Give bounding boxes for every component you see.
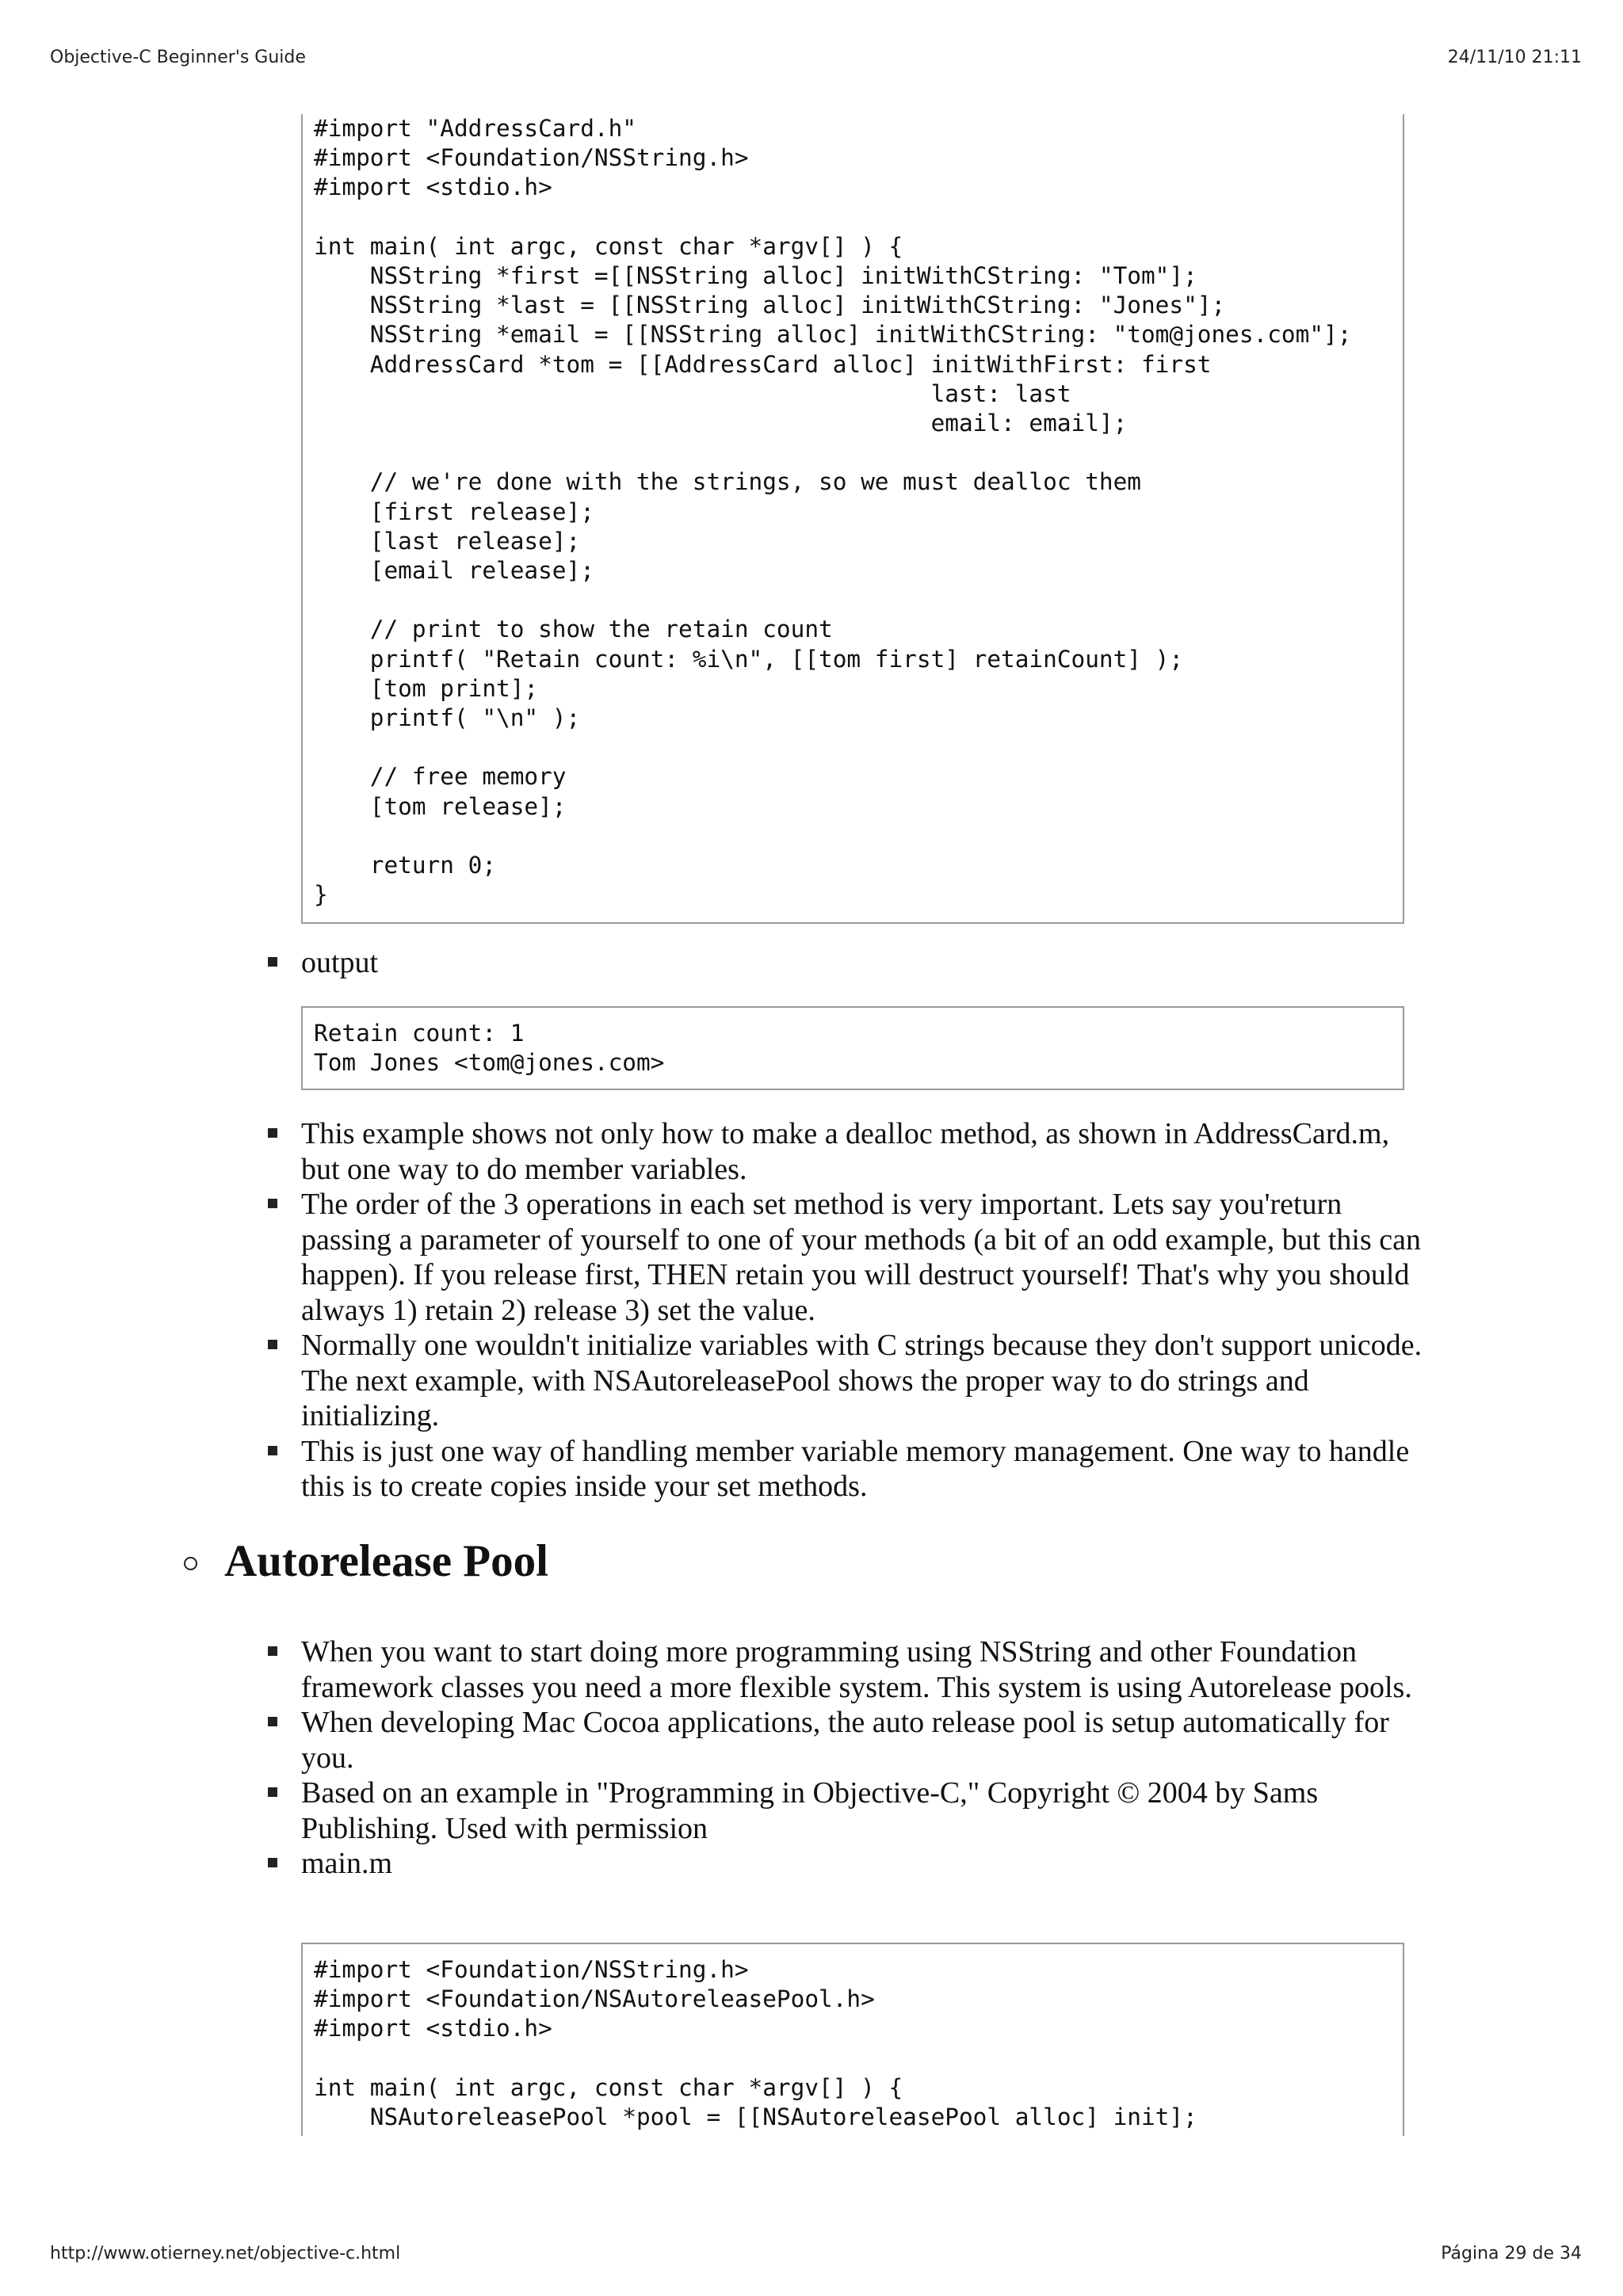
document-title: Objective-C Beginner's Guide xyxy=(50,48,306,67)
page-number: Página 29 de 34 xyxy=(1441,2244,1582,2264)
list-item-text: When developing Mac Cocoa applications, the auto release pool is setup automatically for you. xyxy=(301,1706,1389,1775)
output-list xyxy=(268,945,1425,981)
page-url: http://www.otierney.net/objective-c.html xyxy=(50,2244,401,2264)
print-datetime: 24/11/10 21:11 xyxy=(1447,48,1582,67)
square-bullet-icon xyxy=(268,1446,277,1455)
list-item-text: This example shows not only how to make a dealloc method, as shown in AddressCard.m, but one way to do member variables. xyxy=(301,1117,1390,1186)
print-footer xyxy=(50,2244,1582,2264)
square-bullet-icon xyxy=(268,957,277,967)
code-block-autorelease xyxy=(301,1943,1404,2136)
list-item-text: output xyxy=(301,946,379,979)
square-bullet-icon xyxy=(268,1646,277,1656)
code-text: #import <Foundation/NSString.h> #import <Foundation/NSAutoreleasePool.h> #import <stdio.h> int main( int argc, const char *argv[] ) { NSAutoreleasePool *pool = [[NSAutoreleasePool alloc] init]; xyxy=(314,1956,1197,2131)
list-item-text: When you want to start doing more programming using NSString and other Foundation framework classes you need a more flexible system. This system is using Autorelease pools. xyxy=(301,1635,1412,1704)
list-item-text: main.m xyxy=(301,1847,393,1880)
square-bullet-icon xyxy=(268,1199,277,1208)
list-item xyxy=(268,1775,1425,1846)
square-bullet-icon xyxy=(268,1128,277,1138)
list-item xyxy=(268,1434,1425,1505)
list-item-text: The order of the 3 operations in each set method is very important. Lets say you'return passing a parameter of yourself to one of your methods (a bit of an odd example, but this can happen). If you release first, THEN retain you will destruct yourself! That's why you should always 1) retain 2) release 3) set the value. xyxy=(301,1188,1421,1327)
code-block-output xyxy=(301,1006,1404,1090)
square-bullet-icon xyxy=(268,1858,277,1867)
code-block-main xyxy=(301,114,1404,924)
list-item xyxy=(268,1328,1425,1434)
square-bullet-icon xyxy=(268,1340,277,1349)
code-text: #import "AddressCard.h" #import <Foundation/NSString.h> #import <stdio.h> int main( int argc, const char *argv[] ) { NSString *first =[[NSString alloc] initWithCString: "Tom"]; NSString *last = [[NSString alloc] initWithCString: "Jones"]; NSString *email = [[NSString alloc] initWithCString: "tom@jones.com"]; AddressCard *tom = [[AddressCard alloc] initWithFirst: first last: last email: email]; // we're done with the strings, so we must dealloc them [first release]; [last release]; [email release]; // print to show the retain count printf( "Retain count: %i\n", [[tom first] retainCount] ); [tom print]; printf( "\n" ); // free memory [tom release]; return 0; } xyxy=(314,115,1352,909)
square-bullet-icon xyxy=(268,1787,277,1797)
list-item xyxy=(268,1705,1425,1775)
notes-list xyxy=(268,1116,1425,1505)
list-item xyxy=(268,945,1425,981)
list-item xyxy=(268,1187,1425,1328)
circle-bullet-icon xyxy=(184,1557,197,1570)
list-item-text: Normally one wouldn't initialize variables with C strings because they don't support unicode. The next example, with NSAutoreleasePool shows the proper way to do strings and initializing. xyxy=(301,1329,1423,1432)
list-item-text: Based on an example in "Programming in Objective-C," Copyright © 2004 by Sams Publishing. Used with permission xyxy=(301,1776,1319,1845)
list-item xyxy=(268,1846,1425,1882)
list-item xyxy=(268,1634,1425,1705)
code-text: Retain count: 1 Tom Jones <tom@jones.com> xyxy=(314,1020,665,1077)
list-item xyxy=(268,1116,1425,1187)
section-heading-text: Autorelease Pool xyxy=(224,1536,548,1586)
autorelease-list xyxy=(268,1634,1425,1882)
print-header xyxy=(50,48,1582,67)
square-bullet-icon xyxy=(268,1717,277,1726)
list-item-text: This is just one way of handling member variable memory management. One way to handle this is to create copies inside your set methods. xyxy=(301,1434,1410,1503)
section-heading xyxy=(184,1535,548,1587)
